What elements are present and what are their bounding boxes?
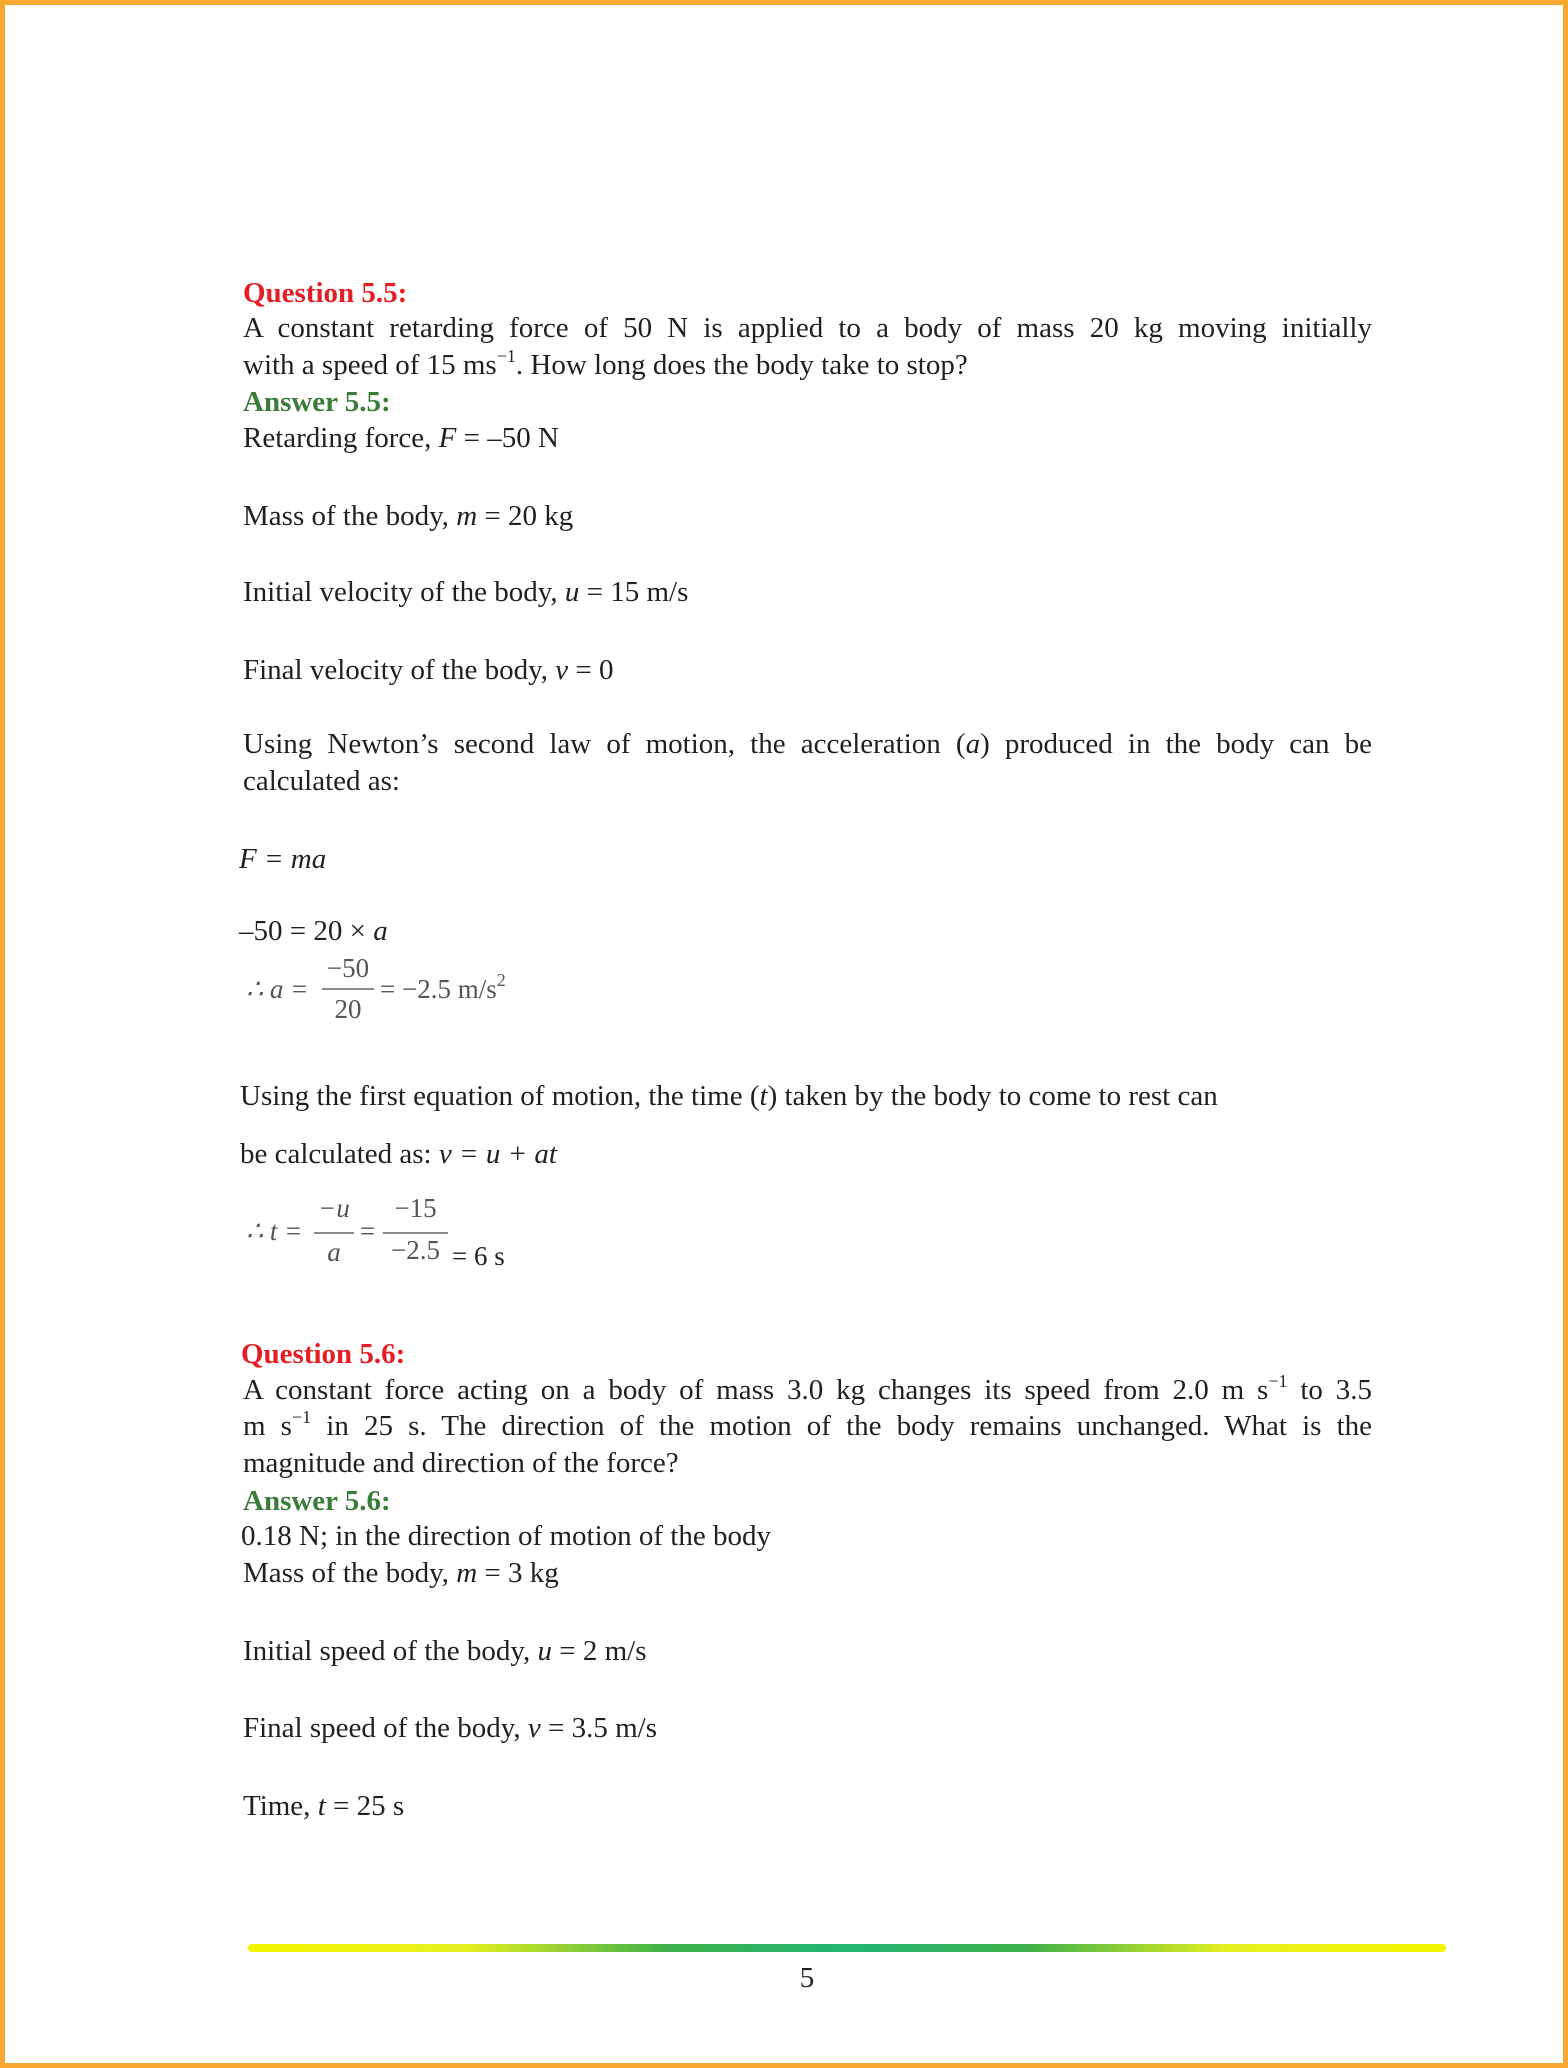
question-5-5-title: Question 5.5:	[243, 277, 408, 309]
final-velocity: Final velocity of the body, v = 0	[243, 654, 614, 686]
fraction-bar	[314, 1232, 354, 1234]
question-5-5-text: A constant retarding force of 50 N is applied to a body of mass 20 kg moving initially	[243, 312, 1372, 344]
question-5-6-text: magnitude and direction of the force?	[243, 1447, 679, 1479]
newton-text: Using Newton’s second law of motion, the acceleration (a) produced in the body can be	[243, 728, 1372, 760]
answer-5-6-result: 0.18 N; in the direction of motion of the body	[241, 1520, 771, 1552]
newton-text-2: calculated as:	[243, 765, 400, 797]
page-number: 5	[799, 1962, 815, 1994]
initial-speed: Initial speed of the body, u = 2 m/s	[243, 1635, 647, 1667]
question-5-5-text: with a speed of 15 $ms^{-1}$. How long does the body take to stop?	[243, 346, 968, 381]
mass-line: Mass of the body, m = 3 kg	[243, 1557, 559, 1589]
final-speed: Final speed of the body, v = 3.5 m/s	[243, 1712, 657, 1744]
equation-1: –50 = 20 × a	[239, 915, 388, 947]
equation-f-ma: F = ma	[239, 843, 327, 875]
answer-5-5-title: Answer 5.5:	[243, 386, 391, 418]
first-equation-text-2: be calculated as: v = u + at	[240, 1138, 557, 1170]
question-5-6-text: A constant force acting on a body of mass 3.0 kg changes its speed from 2.0 m $s^{-1}$ to 3.5	[243, 1371, 1372, 1406]
retarding-force: Retarding force, F = –50 N	[243, 422, 559, 454]
question-5-6-title: Question 5.6:	[241, 1338, 406, 1370]
footer-divider	[248, 1944, 1446, 1952]
answer-5-6-title: Answer 5.6:	[243, 1485, 391, 1517]
fraction-bar	[383, 1232, 448, 1234]
time-line: Time, t = 25 s	[243, 1790, 405, 1822]
fraction-bar	[322, 988, 374, 990]
mass-line: Mass of the body, m = 20 kg	[243, 500, 574, 532]
question-5-6-text: m $s^{-1}$ in 25 s. The direction of the motion of the body remains unchanged. What is the	[243, 1407, 1372, 1442]
initial-velocity: Initial velocity of the body, u = 15 m/s	[243, 576, 689, 608]
first-equation-text: Using the first equation of motion, the time (t) taken by the body to come to rest can	[240, 1080, 1218, 1112]
